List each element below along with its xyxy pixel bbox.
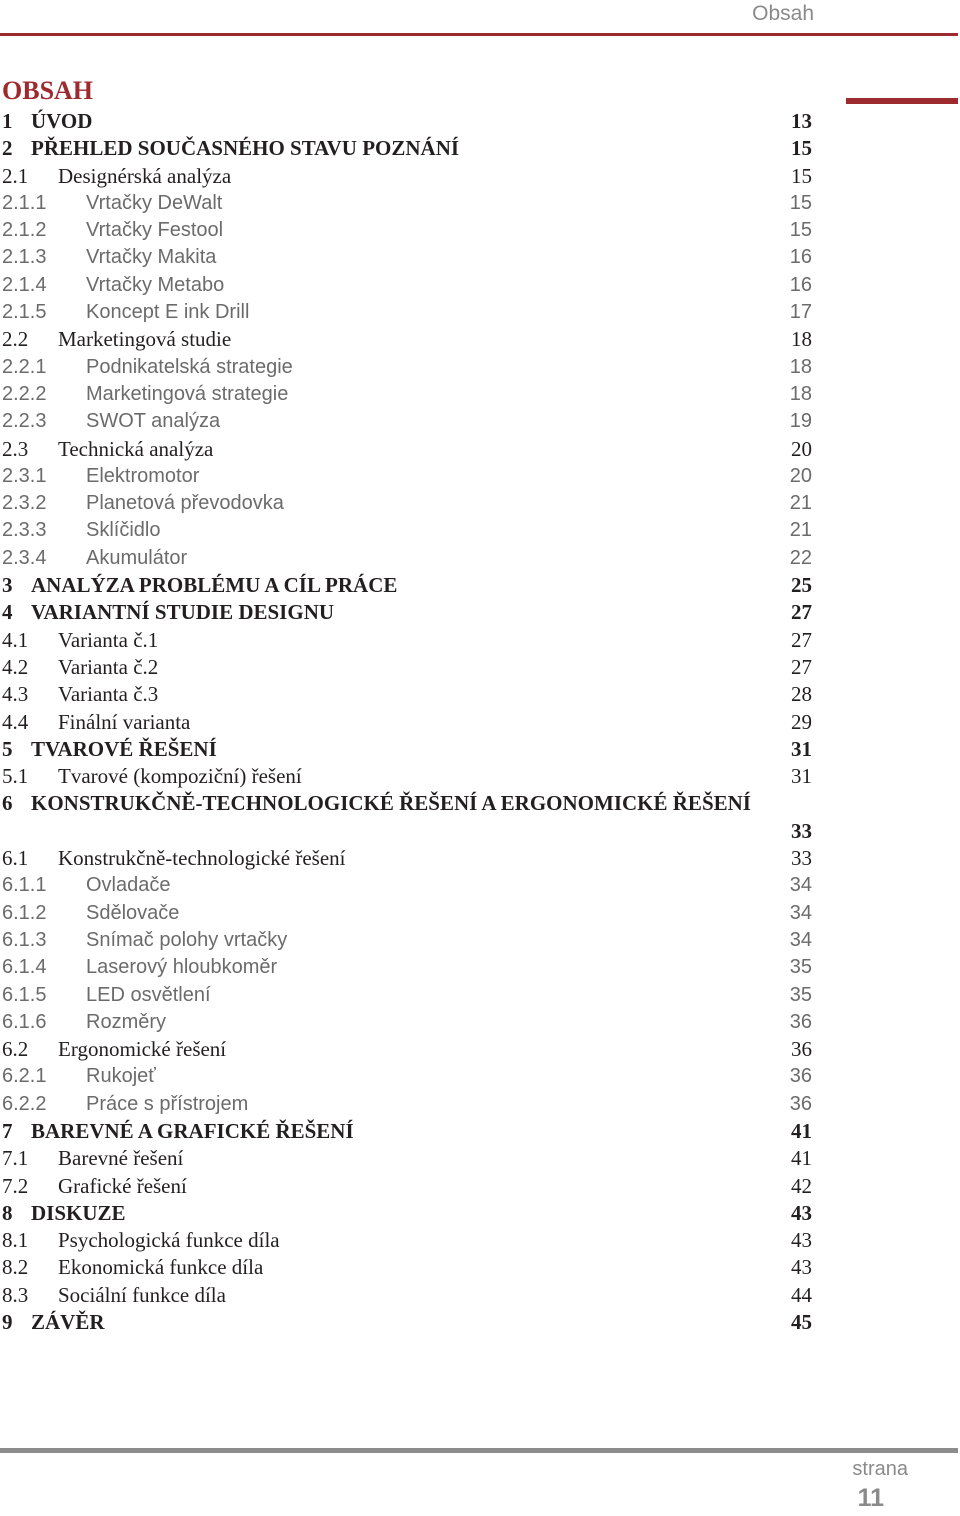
- toc-entry-label: Varianta č.2: [58, 654, 159, 679]
- toc-entry[interactable]: [2, 1254, 814, 1281]
- toc-entry-label: LED osvětlení: [86, 983, 211, 1006]
- toc-entry-label: Vrtačky DeWalt: [86, 191, 223, 214]
- toc-entry[interactable]: [2, 326, 814, 353]
- toc-entry-page: 45: [791, 1310, 812, 1335]
- toc-entry-number: 8.1: [2, 1228, 29, 1253]
- toc-entry[interactable]: [2, 217, 814, 244]
- toc-entry-number: 2.1.2: [2, 219, 47, 242]
- toc-entry-number: 2.2.2: [2, 382, 47, 405]
- toc-entry-page: 13: [791, 109, 812, 133]
- toc-entry-label: Sklíčidlo: [86, 519, 161, 542]
- toc-entry-number: 8: [2, 1200, 13, 1225]
- toc-entry-page: 27: [791, 627, 812, 652]
- toc-entry[interactable]: [2, 1036, 814, 1063]
- toc-entry-number: 7: [2, 1118, 13, 1143]
- toc-entry-page: 27: [791, 654, 812, 679]
- toc-entry-label: Vrtačky Festool: [86, 219, 224, 242]
- toc-entry-number: 2.2: [2, 327, 29, 352]
- toc-entry-page: 20: [789, 464, 812, 487]
- toc-entry[interactable]: [2, 1009, 814, 1036]
- toc-entry-page: 41: [791, 1146, 812, 1171]
- toc-entry[interactable]: [2, 190, 814, 217]
- toc-entry-number: 6.1: [2, 846, 29, 871]
- footer-page-label: strana: [852, 1458, 908, 1480]
- toc-entry-page: 15: [791, 136, 812, 161]
- toc-entry[interactable]: [2, 163, 814, 190]
- toc-entry-label: Barevné řešení: [58, 1146, 184, 1171]
- toc-entry-page: 21: [789, 519, 812, 542]
- toc-entry[interactable]: [2, 490, 814, 517]
- toc-entry-label: Technická analýza: [58, 436, 214, 461]
- toc-entry-page: 36: [791, 1037, 812, 1062]
- toc-entry-page: 42: [791, 1173, 812, 1198]
- toc-entry-page: 18: [791, 327, 812, 352]
- toc-entry-page: 36: [789, 1092, 812, 1115]
- toc-entry[interactable]: [2, 845, 814, 872]
- toc-entry-page: 35: [789, 983, 812, 1006]
- toc-entry-number: 2.3: [2, 436, 29, 461]
- toc-entry-number: 2.3.2: [2, 492, 47, 515]
- toc-entry[interactable]: [2, 654, 814, 681]
- toc-entry-label: Designérská analýza: [58, 163, 232, 188]
- toc-entry[interactable]: [2, 108, 814, 135]
- toc-entry-number: 2.1: [2, 163, 29, 188]
- toc-entry-label: Ekonomická funkce díla: [58, 1255, 264, 1280]
- toc-entry-page: 31: [791, 764, 812, 789]
- toc-entry-label: VARIANTNÍ STUDIE DESIGNU: [31, 600, 335, 625]
- toc-entry-number: 6.1.6: [2, 1010, 47, 1033]
- toc-entry-label: BAREVNÉ A GRAFICKÉ ŘEŠENÍ: [31, 1118, 354, 1143]
- toc-entry-label: Podnikatelská strategie: [86, 355, 293, 378]
- toc-entry[interactable]: [2, 1091, 814, 1118]
- toc-entry-number: 6.2.1: [2, 1065, 47, 1088]
- toc-entry-label: KONSTRUKČNĚ-TECHNOLOGICKÉ ŘEŠENÍ A ERGONOMICKÉ ŘEŠENÍ: [31, 791, 751, 816]
- toc-entry-label: Akumulátor: [86, 546, 188, 569]
- toc-entry[interactable]: [2, 572, 814, 599]
- toc-entry-label: Grafické řešení: [58, 1173, 187, 1198]
- toc-entry-number: 4.4: [2, 709, 29, 734]
- toc-entry-number: 4.1: [2, 627, 29, 652]
- toc-entry[interactable]: [2, 627, 814, 654]
- toc-entry-number: 2.1.4: [2, 273, 47, 296]
- toc-entry-label: ZÁVĚR: [31, 1310, 105, 1335]
- toc-entry-label: Sociální funkce díla: [58, 1282, 226, 1307]
- toc-entry-page: 29: [791, 709, 812, 734]
- toc-entry[interactable]: [2, 1282, 814, 1309]
- toc-entry[interactable]: [2, 1063, 814, 1090]
- toc-entry-number: 6.1.3: [2, 928, 47, 951]
- toc-entry-page: 16: [789, 273, 812, 296]
- toc-entry-number: 2: [2, 136, 13, 161]
- toc-entry-label: Laserový hloubkoměr: [86, 956, 278, 979]
- toc-entry-page: 22: [789, 546, 812, 569]
- toc-entry-label: Konstrukčně-technologické řešení: [58, 846, 346, 871]
- toc-entry-page: 21: [789, 492, 812, 515]
- toc-entry-number: 1: [2, 109, 13, 133]
- toc-entry-number: 3: [2, 573, 13, 598]
- toc-entry-label: Ergonomické řešení: [58, 1037, 227, 1062]
- toc-entry-page: 33: [791, 818, 812, 843]
- toc-entry-number: 6.2.2: [2, 1092, 47, 1115]
- toc-entry[interactable]: [2, 463, 814, 490]
- toc-entry-number: 9: [2, 1310, 13, 1335]
- toc-entry-label: Finální varianta: [58, 709, 191, 734]
- toc-entry-page: 18: [789, 382, 812, 405]
- toc-entry[interactable]: [2, 1145, 814, 1172]
- toc-entry[interactable]: [2, 1200, 814, 1227]
- toc-entry-page: 34: [789, 874, 812, 897]
- toc-entry-page: 15: [789, 219, 812, 242]
- toc-entry-number: 8.2: [2, 1255, 29, 1280]
- toc-entry[interactable]: [2, 872, 814, 899]
- toc-entry[interactable]: [2, 1173, 814, 1200]
- footer-rule: [0, 1448, 958, 1453]
- toc-entry-number: 7.2: [2, 1173, 29, 1198]
- toc-entry-label: Varianta č.1: [58, 627, 159, 652]
- toc-entry-label: Ovladače: [86, 874, 171, 897]
- toc-entry[interactable]: [2, 982, 814, 1009]
- toc-entry-label: Elektromotor: [86, 464, 200, 487]
- toc-entry-label: Sdělovače: [86, 901, 180, 924]
- toc-entry-label: Marketingová studie: [58, 327, 232, 352]
- toc-entry-number: 5: [2, 736, 13, 761]
- toc-entry[interactable]: [2, 436, 814, 463]
- toc-list: [2, 108, 814, 1336]
- toc-entry[interactable]: [2, 1227, 814, 1254]
- toc-entry-label: TVAROVÉ ŘEŠENÍ: [31, 736, 217, 761]
- toc-entry-page: 18: [789, 355, 812, 378]
- toc-entry[interactable]: [2, 135, 814, 162]
- toc-entry-page: 19: [789, 410, 812, 433]
- toc-entry[interactable]: [2, 545, 814, 572]
- toc-entry[interactable]: [2, 763, 814, 790]
- toc-entry-page: 34: [789, 901, 812, 924]
- header-rule: [0, 33, 958, 36]
- toc-entry-page: 27: [791, 600, 812, 625]
- toc-entry-page: 33: [791, 846, 812, 871]
- toc-entry-label: Rukojeť: [86, 1065, 156, 1088]
- toc-entry-number: 6.1.2: [2, 901, 47, 924]
- toc-entry[interactable]: [2, 408, 814, 435]
- toc-entry[interactable]: [2, 272, 814, 299]
- toc-entry-label: Marketingová strategie: [86, 382, 289, 405]
- toc-entry[interactable]: [2, 900, 814, 927]
- toc-entry-number: 2.2.3: [2, 410, 47, 433]
- toc-entry[interactable]: [2, 681, 814, 708]
- toc-entry-page: 28: [791, 682, 812, 707]
- toc-entry-page: 43: [791, 1255, 812, 1280]
- footer-page-number: 11: [857, 1484, 884, 1512]
- toc-entry-page: 17: [789, 301, 812, 324]
- toc-entry-number: 5.1: [2, 764, 29, 789]
- toc-entry-number: 2.2.1: [2, 355, 47, 378]
- toc-entry-label: Psychologická funkce díla: [58, 1228, 280, 1253]
- toc-entry[interactable]: [2, 790, 814, 845]
- toc-entry-number: 6.1.4: [2, 956, 47, 979]
- toc-entry-page: 43: [791, 1200, 812, 1225]
- toc-entry-label: SWOT analýza: [86, 410, 221, 433]
- toc-entry-page: 16: [789, 246, 812, 269]
- toc-entry-label: Vrtačky Metabo: [86, 273, 225, 296]
- toc-entry-page: 20: [791, 436, 812, 461]
- toc-entry[interactable]: [2, 954, 814, 981]
- toc-entry-label: Varianta č.3: [58, 682, 159, 707]
- accent-bar: [846, 98, 958, 104]
- running-head: Obsah: [752, 2, 814, 25]
- toc-entry[interactable]: [2, 1118, 814, 1145]
- toc-entry-page: 15: [789, 191, 812, 214]
- toc-entry-label: Snímač polohy vrtačky: [86, 928, 288, 951]
- toc-entry-page: 36: [789, 1010, 812, 1033]
- toc-entry-number: 2.3.3: [2, 519, 47, 542]
- toc-entry-page: 41: [791, 1118, 812, 1143]
- toc-entry-number: 4: [2, 600, 13, 625]
- toc-entry-number: 2.3.4: [2, 546, 47, 569]
- toc-entry-number: 2.1.1: [2, 191, 47, 214]
- toc-entry[interactable]: [2, 354, 814, 381]
- toc-entry-label: ANALÝZA PROBLÉMU A CÍL PRÁCE: [31, 573, 398, 598]
- toc-entry[interactable]: [2, 244, 814, 271]
- toc-entry-number: 6.1.5: [2, 983, 47, 1006]
- toc-entry-number: 8.3: [2, 1282, 29, 1307]
- toc-entry-number: 6.2: [2, 1037, 29, 1062]
- toc-entry-page: 44: [791, 1282, 812, 1307]
- toc-entry-number: 2.1.3: [2, 246, 47, 269]
- toc-entry[interactable]: [2, 736, 814, 763]
- toc-entry-number: 4.2: [2, 654, 29, 679]
- toc-entry-label: ÚVOD: [31, 109, 93, 133]
- toc-entry-label: Rozměry: [86, 1010, 167, 1033]
- toc-entry[interactable]: [2, 1309, 814, 1336]
- toc-entry-label: Tvarové (kompoziční) řešení: [58, 764, 302, 789]
- toc-entry-page: 43: [791, 1228, 812, 1253]
- toc-entry-label: DISKUZE: [31, 1200, 126, 1225]
- toc-entry-label: Planetová převodovka: [86, 492, 284, 515]
- toc-entry-page: 36: [789, 1065, 812, 1088]
- toc-entry[interactable]: [2, 709, 814, 736]
- toc-title: OBSAH: [2, 76, 94, 105]
- toc-entry-page: 15: [791, 163, 812, 188]
- toc-entry[interactable]: [2, 381, 814, 408]
- toc-entry-number: 2.1.5: [2, 301, 47, 324]
- toc-entry-number: 6: [2, 791, 13, 816]
- toc-entry-page: 31: [791, 736, 812, 761]
- toc-entry-label: Práce s přístrojem: [86, 1092, 249, 1115]
- toc-entry-page: 34: [789, 928, 812, 951]
- toc-entry-page: 35: [789, 956, 812, 979]
- toc-entry-page: 25: [791, 573, 812, 598]
- toc-entry[interactable]: [2, 927, 814, 954]
- toc-entry-number: 7.1: [2, 1146, 29, 1171]
- toc-entry-number: 6.1.1: [2, 874, 47, 897]
- toc-entry-number: 2.3.1: [2, 464, 47, 487]
- toc-entry[interactable]: [2, 599, 814, 626]
- toc-entry-label: Vrtačky Makita: [86, 246, 217, 269]
- toc-entry[interactable]: [2, 517, 814, 544]
- toc-entry-number: 4.3: [2, 682, 29, 707]
- toc-entry[interactable]: [2, 299, 814, 326]
- toc-entry-label: PŘEHLED SOUČASNÉHO STAVU POZNÁNÍ: [31, 136, 460, 161]
- toc-entry-label: Koncept E ink Drill: [86, 301, 250, 324]
